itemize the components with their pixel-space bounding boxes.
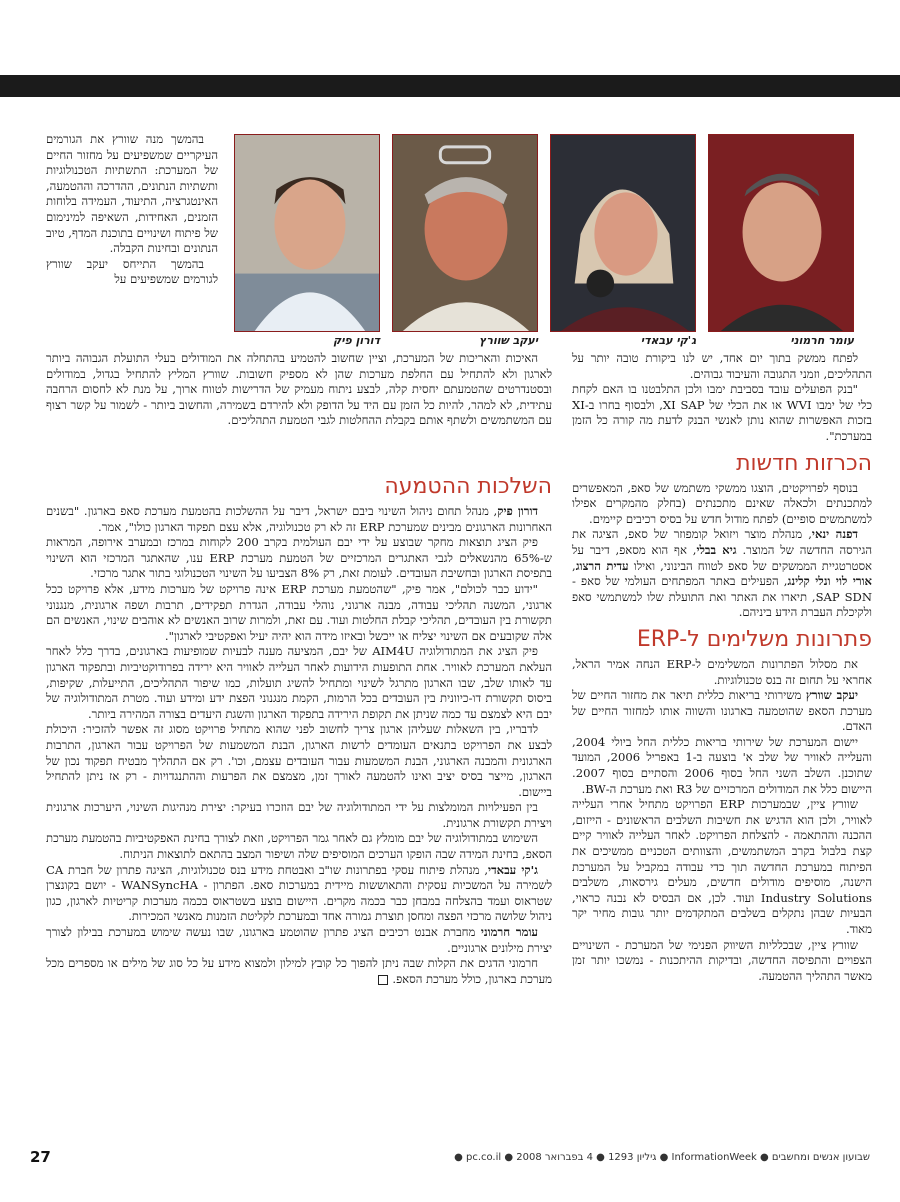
text-span: חרמוני הדגים את הקלות שבה ניתן להפוך כל קובץ למילון ולמצוא מידע על כל סוג של מילים או מספרים מכל מערכת בארגון, כולל מערכת הסאפ.	[46, 956, 552, 986]
mid-paragraph: האיכות והאריכות של המערכת, וציין שחשוב להטמיע בהתחלה את המודולים בעלי התועלת הגבוהה ביותר לארגון ולא להתחיל עם החלפת מערכות שהן לא מספיק חשובות. שוורץ המליץ להתחיל בגדול, במודולים ובסטנדרטים שהטמעתם יחסית קלה, לבצע ניתוח מעמיק של הדרישות לטווח ארוך, על מנת לא לחסום הרחבה עתידית, לא למהר, להיות כל הזמן עם היד על הדופק ולא להירדם בשמירה, והחשוב ביותר - לשמור על קשר רצוף עם המשתמשים ולשתף אותם בקבלת ההחלטות לגבי הטמעת התהליכים.	[46, 351, 552, 428]
sidebar-paragraph: בהמשך מנה שוורץ את הגורמים העיקריים שמשפיעים על מחזור החיים של המערכת: התשתיות הטכנולוגיות ותשתיות הנתונים, ההדרכה וההטמעה, האינטגרציה, התיעוד, העמידה בלוחות הזמנים, האחידות, השאיפה למינימום של פיתוח ושינויים בתוכנת המדף, טיוב הנתונים ובחינות הקבלה.	[46, 132, 218, 256]
sidebar-paragraph: בהמשך התייחס יעקב שוורץ לגורמים שמשפיעים על	[46, 256, 218, 287]
left-paragraph: בין הפעילויות המומלצות על ידי המתודולוגיה של יבם הוזכרו בעיקר: יצירת מנהיגות השינוי, היערכות ארגונית ויצירת תקשורת ארגונית.	[46, 800, 552, 830]
right-paragraph: יישום המערכת של שירותי בריאות כללית החל ביולי 2004, והעלייה לאוויר של שלב א' בוצעה ב-1 באפריל 2006, המועד שתוכנן. השלב השני החל בסוף 2006 והסתיים בסוף 2007. היישום כלל את המודולים המרכזיים של R3 ואת מערכת ה-BW.	[572, 734, 873, 796]
page-number: 27	[30, 1148, 51, 1166]
right-paragraph	[572, 688, 872, 735]
left-paragraph: השימוש במתודולוגיה של יבם מומלץ גם לאחר גמר הפרויקט, וזאת לצורך בחינת האפקטיביות בהטמעת מערכת הסאפ, בחינת המידה שבה הופקו הערכים המוסיפים שלה ושיפור המצב בהתאם לתוצאות הניתוח.	[46, 831, 552, 862]
section-heading-erp: פתרונות משלימים ל-ERP	[636, 626, 872, 652]
mid-paragraph-column	[46, 351, 552, 429]
section-heading-news: הכרזות חדשות	[736, 450, 872, 476]
photo-jackie-abadi	[550, 134, 696, 332]
speaker-name: דפנה ינאי	[811, 527, 858, 542]
speaker-name: עומר חרמוני	[480, 925, 538, 940]
right-paragraph: "בנק הפועלים עובד בסביבת ימבו ולכן התלבטנו בו האם לקחת כלי של ימבו WVI או את הכלי של XI SAP, ולבסוף בחרו ב-XI בזכות האפשרות שהוא נותן לאנשי הבנק לדעת מה קורה כל הזמן במערכת".	[572, 382, 872, 443]
photo-caption: ג'קי עבאדי	[640, 334, 696, 347]
text-span: , מנהל תחום ניהול השינוי ביבם ישראל, דיבר על ההשלכות בהטמעת מערכת סאפ בארגון. "בשנים האחרונות הארגונים מבינים שמערכת ERP זה לא רק טכנולוגיה, אלא עצם תפקוד הארגון כולו", אמר.	[46, 504, 552, 534]
right-paragraph: שוורץ ציין, שבמערכות ERP הפרויקט מתחיל אחרי העלייה לאוויר, ולכן הוא הדגיש את חשיבות השלבים הראשונים - הייזום, ההכנה וההתאמה - להצלחת הפרויקט. לאחר העלייה לאוויר קיים קצת בלבול בקרב המשתמשים, והצוותים הטכניים ממשיכים את הפיתוח במערכת החדשה תוך כדי עבודה במקביל על המערכת הישנה, מוסיפים מודולים חדשים, מעלים גירסאות, משלבים Industry Solutions ועוד. לכן, אם הבסיס לא נבנה כראוי, הבעיות שבהן נתקלים בשלבים המתקדמים יותר גובות מחיר יקר מאוד.	[572, 797, 872, 936]
header-bar	[0, 75, 900, 97]
page-footer	[30, 1148, 870, 1170]
text-span: , אף הוא מסאפ, דיבר על אסטרטגיית הממשקים של סאפ לטווח הבינוני, ואילו	[572, 542, 872, 573]
right-column	[572, 351, 872, 984]
photo-omer-hermoni	[708, 134, 854, 332]
speaker-name: דורון פיק	[497, 504, 539, 518]
speaker-name: עדית הרצוג	[575, 558, 629, 573]
photo-doron-pik	[234, 134, 380, 332]
photo-caption: דורון פיק	[333, 334, 380, 347]
right-paragraph	[572, 527, 872, 621]
speaker-name: ג'קי עבאדי	[488, 862, 538, 877]
text-span: ,	[572, 558, 576, 573]
speaker-name: אורי לוי ונלי קלינג	[787, 574, 872, 589]
text-span: , מנהלת פיתוח עסקי בפתרונות שו"ב ואבטחת מידע בנס טכנולוגיות, הציגה פתרון של חברת CA לשמירה על המשכיות עסקית והתאוששות מיידית במערכות סאפ. הפתרון - WANSyncHA - יושם בקונצרן שטראוס ועמד בהצלחה במבחן כבר בכמה מקרים. היישום בוצע בשטראוס בכמה מערכות קריטיות לארגון, כגון ניהול שלושה מרכזי הפצה ומחסן תוצרת גמורה אחד ובמערכת לקליטת הזמנות מאנשי המכירות.	[46, 862, 552, 924]
right-paragraph: לפתח ממשק בתוך יום אחד, יש לנו ביקורת טובה יותר על התהליכים, וזמני התגובה והעיבוד גבוהים.	[572, 351, 872, 381]
text-span: , מנהלת מוצר ויזואל קומפוזר של סאפ, הציגה את הגירסה החדשה של המוצר.	[572, 527, 872, 557]
left-paragraph: פיק הציג תוצאות מחקר שבוצע על ידי יבם העולמית בקרב 200 לקוחות במרכז ובמערב אירופה, המראות ש-65% מהנשאלים לגבי האתגרים המרכזיים של הטמעת מערכת ERP ענו, שהאתגר המרכזי הוא השינוי בתפיסת הארגון ובחשיבת העובדים. לעומת זאת, רק 8% הצביעו על השינוי הטכנולוגי בתור אתגר מרכזי.	[46, 535, 552, 581]
left-paragraph	[46, 863, 552, 925]
right-paragraph: בנוסף לפרויקטים, הוצגו ממשקי משתמש של סאפ, המאפשרים למתכנתים ולכאלה שאינם מתכנתים (בחלק מהמקרים אפילו למשתמשים סופיים) לפתח מודול חדש על בסיס רכיבים קיימים.	[572, 480, 872, 526]
photo-caption: יעקב שוורץ	[479, 334, 538, 347]
speaker-name: גיא בבלי	[696, 542, 737, 557]
text-span: משירותי בריאות כללית תיאר את מחזור החיים של מערכת הסאפ שהוטמעה בארגונו והשווה אותו למחזור החיים של האדם.	[572, 688, 872, 734]
left-paragraph	[46, 925, 552, 956]
text-span: מחברת אבנט רכיבים הציג פתרון שהוטמע בארגונו, שבו נעשה שימוש במערכת בבילון לצורך יצירת מילונים ארגוניים.	[46, 925, 552, 955]
left-column	[46, 468, 552, 987]
end-mark-icon	[378, 975, 388, 985]
sidebar-column	[46, 132, 218, 288]
speaker-name: יעקב שוורץ	[805, 688, 858, 703]
photo-yaakov-schwartz	[392, 134, 538, 332]
right-paragraph: את מסלול הפתרונות המשלימים ל-ERP הנחה אמיר הראל, אחראי על תחום זה בנס טכנולוגיות.	[572, 656, 872, 687]
left-paragraph	[46, 956, 552, 987]
footer-text: שבועון אנשים ומחשבים ● InformationWeek ● גיליון 1293 ● 4 בפברואר 2008 ● pc.co.il ●	[454, 1152, 870, 1163]
section-heading-implementation: השלכות ההטמעה	[384, 474, 552, 499]
right-paragraph: שוורץ ציין, שבכלליות השיווק הפנימי של המערכת - השינויים הצפויים והתפיסה החדשה, ובדיקות ההיתכנות - נמשכו יותר זמן מאשר התהליך ההטמעה.	[572, 937, 872, 983]
left-paragraph: פיק הציג את המתודולוגיה AIM4U של יבם, המציעה מענה לבעיות שמופיעות בארגונים, בדרך כלל לאחר העלאת המערכת לאוויר. אחת התופעות הידועות לאחר העלייה לאוויר היא ירידה בפרודוקטיביות ובתפקוד הארגון עד לאותו שלב, שבו הארגון מתרגל לשינוי ומתחיל להשיג תועלות, כמו שיפור התהליכים, התייעלות, שקיפות, ביסוס תקשורת דו-כיוונית בין העובדים בכל הרמות, הקמת מנגנוני הפצת ידע ומידע ועוד. מטרת המתודולוגיה של יבם היא לצמצם עד כמה שניתן את תקופת הירידה בתפקוד הארגון והשגת היעדים בצורה המהירה ביותר.	[46, 644, 552, 721]
left-paragraph: לדבריו, בין השאלות שעליהן ארגון צריך לחשוב לפני שהוא מתחיל פרויקט מסוג זה אפשר להזכיר: היכולת לבצע את הפרויקט בתנאים העומדים לרשות הארגון, הבנת המשמעות של הפרויקט עבור הארגון, התרבות הארגונית והמבנה הארגוני, הבנת המשמעות עבור העובדים עצמם, וכו'. רק אם התהליך מבטיח תפקוד נכון של הארגון, מייצר בסיס יציב ואינו להטמעה לאורך זמן, מצמצם את הפרעות וההתנגדויות - רק אז ניתן להתחיל ביישום.	[46, 722, 552, 799]
left-paragraph: "ידוע כבר לכולם", אמר פיק, "שהטמעת מערכת ERP אינה פרויקט של מערכות מידע, אלא פרויקט ככל ארגוני, המשנה תהליכי עבודה, מבנה ארגוני, נוהלי עבודה, הגדרת תפקידים, תרבות ושפה ארגונית, מנגנוני תקשורת בין העובדים, תהליכי קבלת החלטות ועוד. עם זאת, ולמרות שרוב האנשים לא אוהבים שינוי, האנשים הם אלה שקובעים אם השינוי יצליח או ייכשל ובאיזו מידה הוא יהיה יעיל ואפקטיבי לארגון".	[46, 581, 552, 643]
left-paragraph	[46, 504, 552, 535]
text-span: , הפעילים באתר המפתחים העולמי של סאפ - SAP SDN, תיארו את האתר ואת התועלת שלו למשתמשי סאפ ולקיכלת העברת הידע ביניהם.	[572, 574, 872, 620]
photo-caption: עומר חרמוני	[790, 334, 854, 347]
